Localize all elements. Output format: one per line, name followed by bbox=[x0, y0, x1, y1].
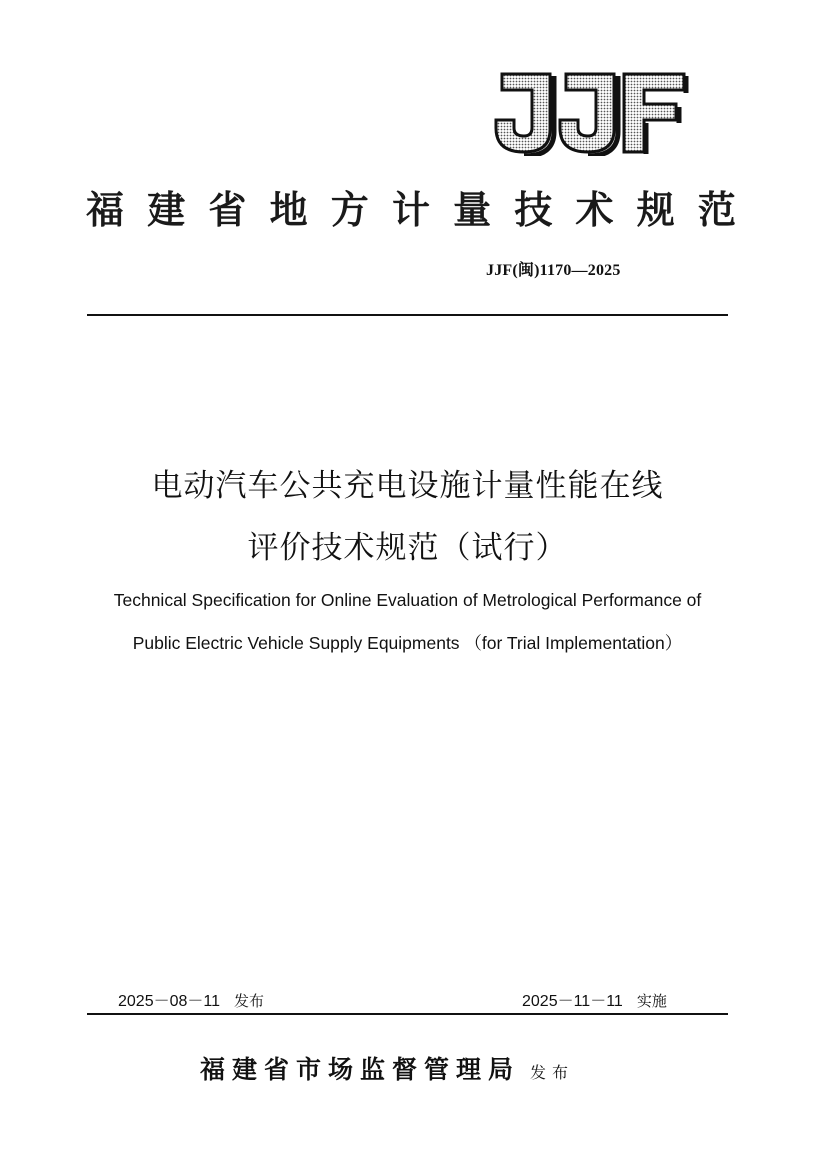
title-en-line-2: Public Electric Vehicle Supply Equipments （for Trial Implementation） bbox=[132, 633, 683, 653]
jjf-logo-icon bbox=[490, 70, 690, 156]
title-en-line-1: Technical Specification for Online Evaluation of Metrological Performance of bbox=[113, 590, 702, 610]
implement-label: 实施 bbox=[636, 992, 667, 1010]
standard-type-heading bbox=[86, 178, 736, 234]
standard-type-char: 方 bbox=[330, 186, 369, 232]
standard-type-char: 范 bbox=[697, 186, 736, 232]
standard-type-char: 技 bbox=[514, 186, 553, 232]
implement-date-block bbox=[522, 988, 667, 1011]
standard-type-char: 量 bbox=[453, 186, 492, 232]
bottom-divider bbox=[87, 1013, 728, 1015]
publisher-block bbox=[200, 1050, 574, 1086]
issue-date: 2025－08－11 bbox=[118, 993, 221, 1010]
standard-type-char: 建 bbox=[147, 186, 186, 232]
top-divider bbox=[87, 314, 728, 316]
issue-label: 发布 bbox=[234, 992, 265, 1010]
title-cn-line-2: 评价技术规范（试行） bbox=[247, 530, 568, 566]
publisher-suffix: 发布 bbox=[530, 1063, 575, 1082]
standard-type-char: 计 bbox=[391, 186, 430, 232]
standard-type-char: 省 bbox=[208, 186, 247, 232]
standard-type-char: 地 bbox=[269, 186, 308, 232]
standard-type-char: 福 bbox=[86, 186, 125, 232]
standard-type-char: 规 bbox=[636, 186, 675, 232]
implement-date: 2025－11－11 bbox=[522, 993, 623, 1010]
standard-code: JJF(闽)1170—2025 bbox=[486, 262, 621, 279]
standard-type-char: 术 bbox=[575, 186, 614, 232]
jjf-logo bbox=[490, 70, 690, 156]
title-cn-line-1: 电动汽车公共充电设施计量性能在线 bbox=[151, 468, 664, 504]
issue-date-block bbox=[118, 988, 264, 1011]
publisher-name: 福建省市场监督管理局 bbox=[200, 1055, 521, 1084]
